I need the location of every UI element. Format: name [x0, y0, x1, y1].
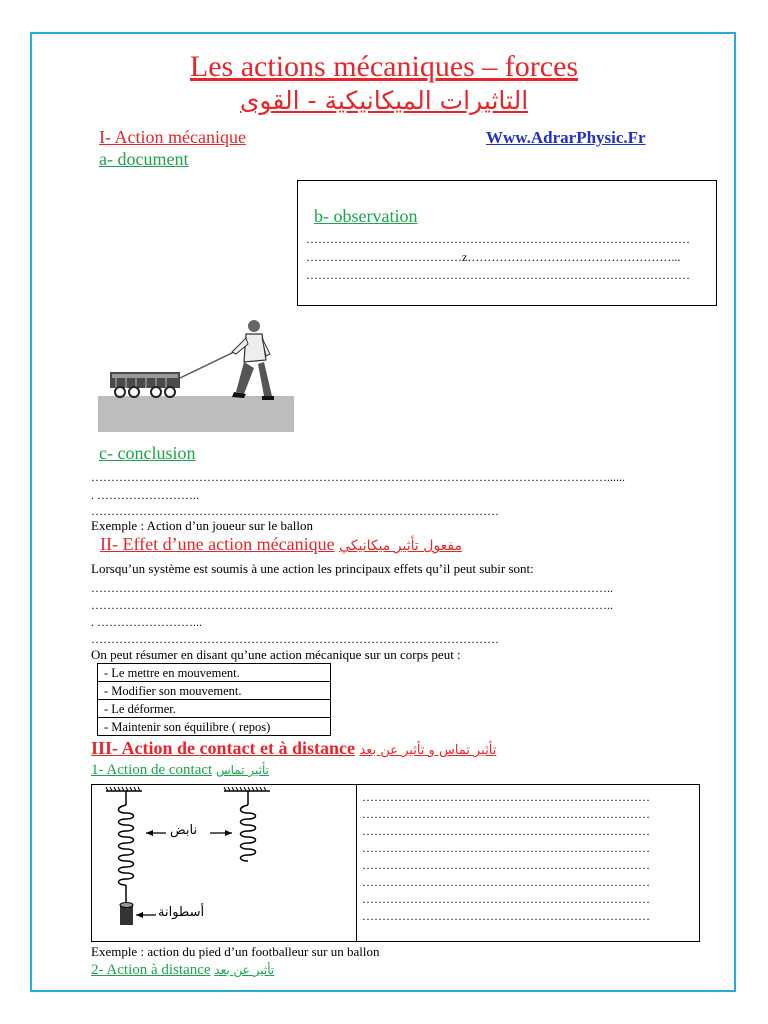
- example-2: Exemple : action du pied d’un footballeur sur un ballon: [91, 944, 380, 959]
- ground: [98, 396, 294, 432]
- contact-line-3: ………………………………………………………………: [362, 824, 650, 838]
- cart-pulling-illustration: [98, 314, 294, 432]
- cylinder-icon: [120, 903, 133, 926]
- conclusion-line-1: …………………………………………………………………………………………………………………......: [91, 470, 625, 484]
- section3-sub1-row: [91, 762, 269, 779]
- conclusion-line-3: …………………………………………………………………………………………: [91, 504, 499, 518]
- section1-sub-a: a- document: [99, 149, 189, 169]
- cart-icon: [110, 352, 234, 397]
- arrow-left-icon: [146, 830, 166, 836]
- table-divider: [356, 785, 357, 941]
- contact-line-8: ………………………………………………………………: [362, 909, 650, 923]
- title-french: Les actions mécaniques – forces: [189, 50, 579, 83]
- section1-heading: I- Action mécanique: [99, 127, 246, 147]
- effect-item: - Modifier son mouvement.: [98, 682, 331, 700]
- section2-intro: Lorsqu’un système est soumis à une action les principaux effets qu’il peut subir sont:: [91, 561, 534, 576]
- effects-line-4: …………………………………………………………………………………………: [91, 632, 499, 646]
- section3-sub2-arabic: تأثير عن بعد: [214, 963, 275, 977]
- contact-line-1: ………………………………………………………………: [362, 790, 650, 804]
- title-arabic: التاثيرات الميكانيكية - القوى: [239, 86, 529, 115]
- contact-line-5: ………………………………………………………………: [362, 858, 650, 872]
- spring-diagram: [92, 785, 354, 941]
- contact-line-4: ………………………………………………………………: [362, 841, 650, 855]
- section2-heading-arabic: مفعول تأثير ميكانيكي: [339, 538, 462, 554]
- effects-line-1: …………………………………………………………………………………………………………………..: [91, 581, 613, 595]
- spring-short-icon: [241, 791, 256, 861]
- section2-heading-row: [100, 534, 462, 555]
- ceiling-right-icon: [224, 787, 270, 791]
- section2-summary: On peut résumer en disant qu’une action mécanique sur un corps peut :: [91, 647, 461, 662]
- effects-line-3: . ……………………...: [91, 615, 202, 629]
- contact-line-7: ………………………………………………………………: [362, 892, 650, 906]
- effect-item: - Le déformer.: [98, 700, 331, 718]
- section2-heading: II- Effet d’une action mécanique: [100, 534, 335, 554]
- section3-sub2-row: [91, 962, 274, 979]
- section3-heading: III- Action de contact et à distance: [91, 738, 355, 758]
- section3-sub1-arabic: تأثير تماس: [215, 763, 269, 777]
- effect-item: - Maintenir son équilibre ( repos): [98, 718, 331, 736]
- man-icon: [232, 320, 274, 400]
- ceiling-left-icon: [106, 787, 142, 791]
- effect-item: - Le mettre en mouvement.: [98, 664, 331, 682]
- arrow-right-icon: [210, 830, 232, 836]
- observation-line-3: ……………………………………………………………………………………: [306, 268, 690, 282]
- observation-line-1: ……………………………………………………………………………………: [306, 232, 690, 246]
- label-cylinder: أسطوانة: [158, 905, 205, 920]
- section3-heading-arabic: تأثير تماس و تأثير عن بعد: [359, 743, 497, 758]
- table-row: [98, 718, 331, 736]
- example-1: Exemple : Action d’un joueur sur le ballon: [91, 518, 314, 533]
- effects-line-2: …………………………………………………………………………………………………………………..: [91, 598, 613, 612]
- effects-table: [97, 663, 331, 736]
- contact-line-2: ………………………………………………………………: [362, 807, 650, 821]
- conclusion-line-2: . ……………………..: [91, 488, 199, 502]
- table-row: [98, 664, 331, 682]
- section1-sub-c: c- conclusion: [99, 443, 196, 463]
- section3-heading-row: [91, 738, 496, 759]
- table-row: [98, 682, 331, 700]
- section3-sub2: 2- Action à distance: [91, 962, 211, 978]
- spring-long-icon: [119, 791, 134, 903]
- observation-line-2: …………………………………z……………………………………………...: [306, 250, 681, 264]
- section1-sub-b: b- observation: [314, 206, 418, 226]
- table-row: [98, 700, 331, 718]
- contact-action-table: [91, 784, 700, 942]
- website-link[interactable]: Www.AdrarPhysic.Fr: [486, 128, 646, 147]
- arrow-cylinder-icon: [136, 912, 156, 918]
- contact-line-6: ………………………………………………………………: [362, 875, 650, 889]
- label-spring: نابض: [170, 823, 198, 838]
- section3-sub1: 1- Action de contact: [91, 762, 213, 778]
